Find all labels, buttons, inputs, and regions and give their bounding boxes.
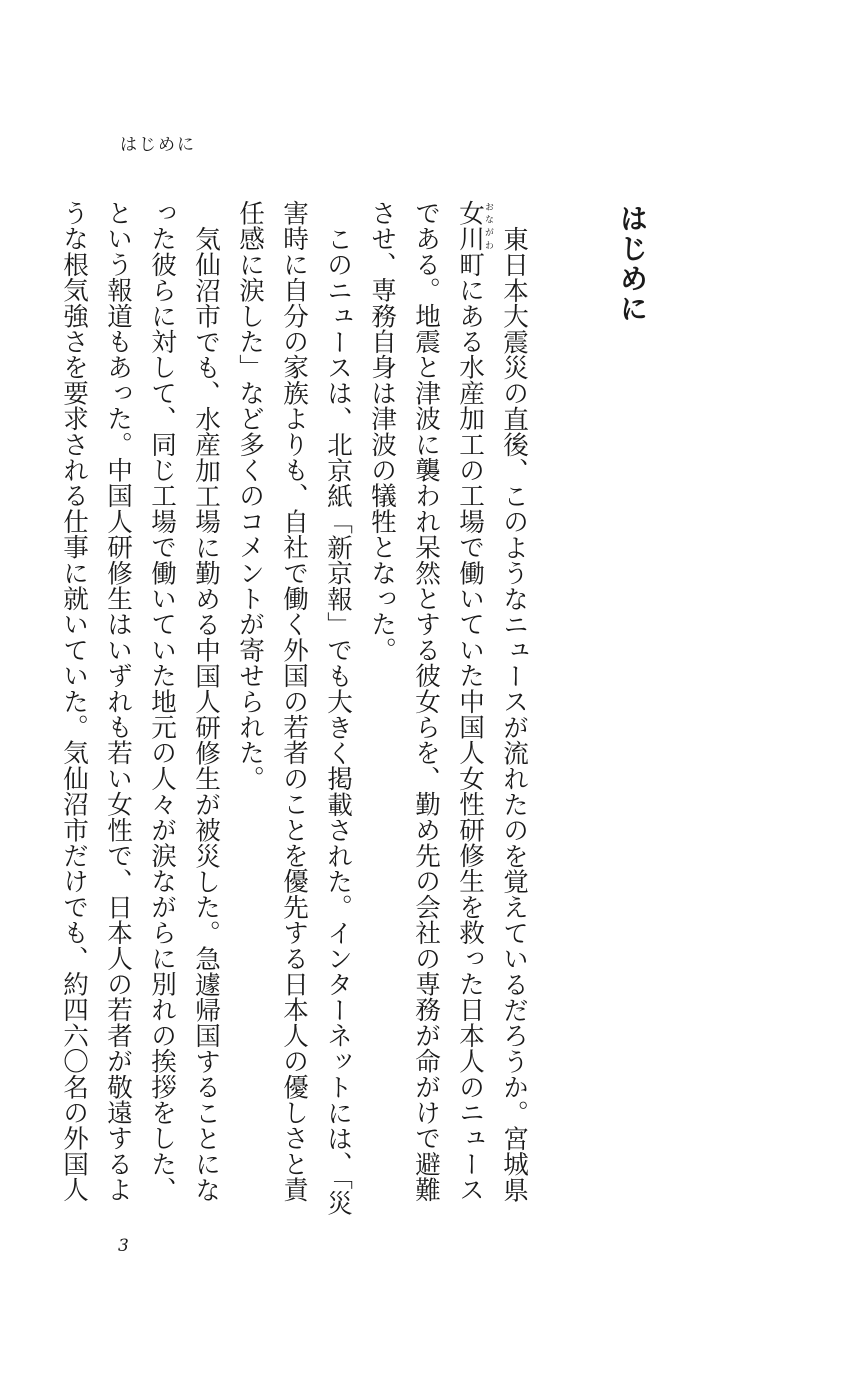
paragraph-text: 東日本大震災の直後、このようなニュースが流れたのを覚えているだろうか。宮城県 [499,225,529,1203]
paragraph-text: 町にある水産加工の工場で働いていた中国人女性研修生を救った日本人のニュースである。地震と津波に襲われ呆然とする彼女らを、勤め先の会社の専務が命がけで避難させ、専務自身は津波の犠牲となった。 [367,200,485,1203]
paragraph-list [52,200,536,1220]
body-paragraph [360,200,536,1220]
paragraph-text: 気仙沼市でも、水産加工場に勤める中国人研修生が被災した。急遽帰国することになった彼らに対して、同じ工場で働いていた地元の人々が涙ながらに別れの挨拶をした、という報道もあった。中国人研修生はいずれも若い女性で、日本人の若者が敬遠するような根気強さを要求される仕事に就いていた。気仙沼市だけでも、約四六〇名の外国人 [59,200,221,1203]
ruby-base: 女川 [455,200,485,252]
page-body [59,200,652,1220]
body-paragraph [52,200,228,1220]
ruby-reading: おながわ [483,200,493,252]
page-number: 3 [118,1236,129,1256]
body-paragraph [228,200,360,1220]
running-head: はじめに [120,135,196,155]
paragraph-text: このニュースは、北京紙「新京報」でも大きく掲載された。インターネットには、「災害時に自分の家族よりも、自社で働く外国の若者のことを優先する日本人の優しさと責任感に涙した」など多くのコメントが寄せられた。 [235,200,353,1216]
chapter-title: はじめに [616,204,649,324]
ruby-annotation [455,200,493,252]
